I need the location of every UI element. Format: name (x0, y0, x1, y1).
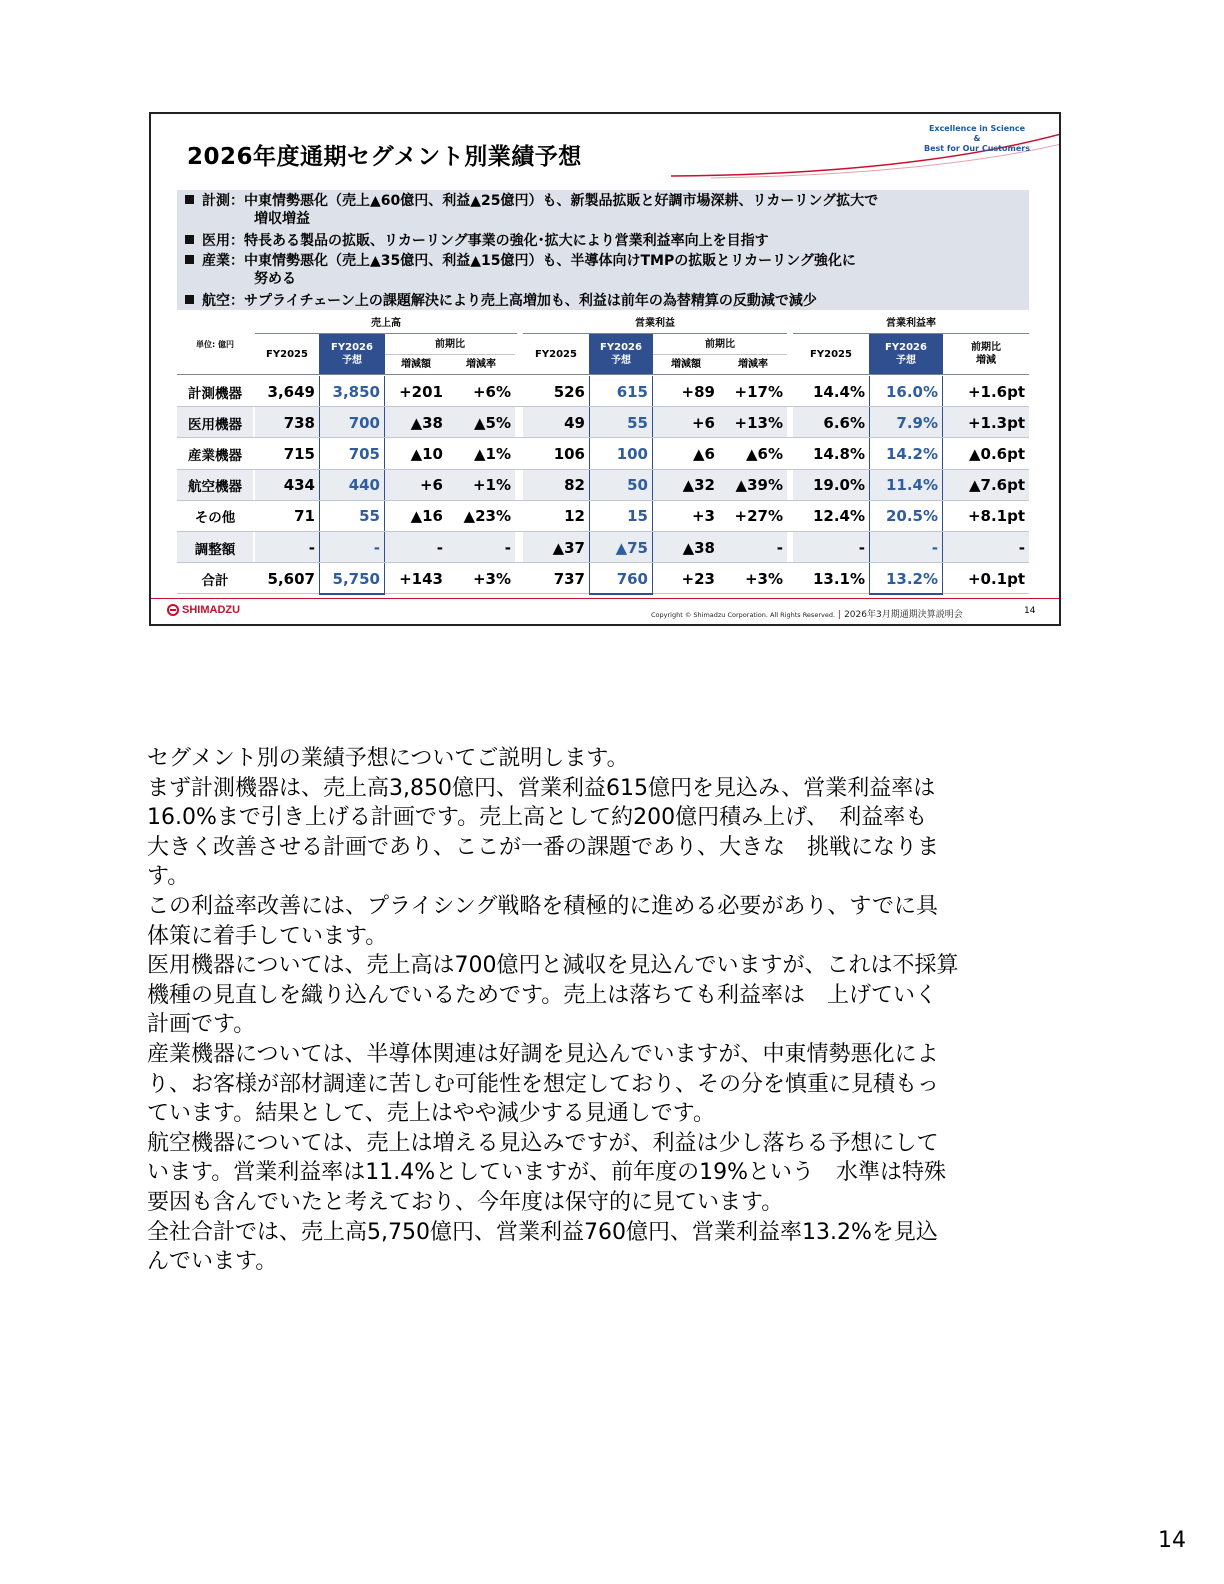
slide-title: 2026年度通期セグメント別業績予想 (187, 144, 582, 170)
slide-number: 14 (1024, 606, 1036, 616)
shimadzu-logo-icon (167, 604, 179, 616)
sales-cell: 738 (255, 407, 319, 438)
bullet-text-cont: 増収増益 (254, 211, 310, 227)
margin-cell: 20.5% (869, 501, 943, 532)
profit-cell: ▲6 (693, 444, 715, 463)
notes-line: 機種の見直しを織り込んでいるためです。売上は落ちても利益率は 上げていく (147, 982, 938, 1008)
forecast-column-bottom (319, 593, 385, 595)
forecast-label: 予想 (611, 355, 631, 366)
margin-cell: 14.8% (812, 444, 865, 463)
sales-cell: 3,649 (267, 382, 315, 401)
bullet-koukuu (185, 292, 817, 310)
notes-line: 全社合計では、売上高5,750億円、営業利益760億円、営業利益率13.2%を見込 (147, 1219, 938, 1245)
notes-line: まず計測機器は、売上高3,850億円、営業利益615億円を見込み、営業利益率は (147, 775, 936, 801)
forecast-label: 予想 (896, 355, 916, 366)
row-label: 合計 (201, 572, 229, 589)
copyright-text: Copyright © Shimadzu Corporation. All Rights Reserved. (651, 611, 836, 619)
margin-fy2026-header (869, 334, 943, 374)
table-rule (177, 374, 1029, 375)
profit-cell: 106 (553, 444, 585, 463)
forecast-label: 予想 (342, 355, 362, 366)
yoy-label: 前期比 (971, 342, 1001, 353)
logo-text: SHIMADZU (182, 604, 241, 616)
sales-cell: - (447, 532, 515, 563)
margin-cell: 12.4% (812, 507, 865, 526)
profit-cell: +89 (681, 382, 715, 401)
sales-cell: +201 (399, 382, 443, 401)
notes-line: す。 (147, 864, 190, 890)
notes-line: ています。結果として、売上はやや減少する見通しです。 (147, 1101, 716, 1127)
bullet-square-icon (185, 295, 194, 304)
notes-line: り、お客様が部材調達に苦しむ可能性を想定しており、その分を慎重に見積もっ (147, 1071, 940, 1097)
margin-yoy-header (943, 334, 1029, 374)
sales-cell: +3% (472, 569, 511, 588)
sales-yoy-header: 前期比 (435, 338, 465, 350)
sales-cell: ▲5% (447, 407, 515, 438)
group-header-profit: 営業利益 (635, 317, 675, 329)
profit-cell: ▲39% (719, 470, 787, 501)
footer-copyright (651, 607, 963, 620)
sales-fy2025-header: FY2025 (266, 348, 308, 360)
sales-cell: 5,607 (267, 569, 315, 588)
margin-cell: 11.4% (869, 470, 943, 501)
profit-cell: 15 (589, 501, 653, 532)
bullet-label: 産業： (202, 253, 244, 269)
profit-cell: 737 (553, 569, 585, 588)
sales-change-amount-header: 増減額 (401, 358, 431, 370)
profit-cell: +13% (719, 407, 787, 438)
row-label: 計測機器 (188, 385, 242, 402)
sales-cell: 440 (319, 470, 385, 501)
margin-cell: +1.3pt (943, 407, 1029, 438)
bullet-text-cont: 努める (254, 271, 296, 287)
notes-line: います。営業利益率は11.4%としていますが、前年度の19%という 水準は特殊 (147, 1160, 947, 1186)
sales-change-rate-header: 増減率 (466, 358, 496, 370)
margin-cell: 7.9% (869, 407, 943, 438)
row-label: 航空機器 (177, 470, 253, 501)
profit-cell: ▲75 (589, 532, 653, 563)
profit-cell: +6 (653, 407, 719, 438)
sales-cell: 3,850 (319, 376, 385, 407)
row-label: 調整額 (177, 532, 253, 563)
row-label: 産業機器 (188, 447, 242, 464)
sales-cell: - (255, 532, 319, 563)
margin-cell: 19.0% (793, 470, 869, 501)
notes-line: 体策に着手しています。 (147, 923, 388, 949)
notes-line: 計画です。 (147, 1012, 256, 1038)
margin-fy2025-header: FY2025 (810, 348, 852, 360)
row-label: 医用機器 (177, 407, 253, 438)
margin-cell: - (793, 532, 869, 563)
sales-cell: +143 (399, 569, 443, 588)
sales-cell: 5,750 (319, 563, 385, 594)
profit-yoy-header: 前期比 (705, 338, 735, 350)
profit-cell: +27% (734, 507, 783, 526)
profit-cell: 615 (589, 376, 653, 407)
bullet-label: 航空： (202, 293, 244, 309)
profit-cell: 12 (564, 507, 585, 526)
notes-line: この利益率改善には、プライシング戦略を積極的に進める必要があり、すでに具 (147, 893, 939, 919)
profit-fy2026-header (589, 334, 653, 374)
bullet-keisoku (185, 192, 878, 228)
bullet-label: 医用： (202, 233, 244, 249)
tagline-line: Excellence in Science (928, 124, 1026, 133)
sales-cell: 434 (255, 470, 319, 501)
bullet-square-icon (185, 195, 194, 204)
sales-cell: - (385, 532, 447, 563)
notes-line: 要因も含んでいたと考えており、今年度は保守的に見ています。 (147, 1189, 784, 1215)
bullet-square-icon (185, 255, 194, 264)
tagline (917, 124, 1037, 154)
change-label: 増減 (976, 355, 996, 366)
margin-cell: - (869, 532, 943, 563)
slide (149, 112, 1061, 626)
profit-cell: 526 (553, 382, 585, 401)
margin-cell: 16.0% (869, 376, 943, 407)
shimadzu-logo (167, 604, 240, 616)
sales-cell: +6 (385, 470, 447, 501)
sales-cell: ▲38 (385, 407, 447, 438)
sales-fy2026-header (319, 334, 385, 374)
group-header-sales: 売上高 (371, 317, 401, 329)
profit-cell: +3% (744, 569, 783, 588)
profit-cell: +23 (681, 569, 715, 588)
sales-cell: - (319, 532, 385, 563)
margin-cell: +1.6pt (967, 382, 1025, 401)
margin-cell: +8.1pt (967, 507, 1025, 526)
bullet-label: 計測： (202, 193, 244, 209)
fy2026-label: FY2026 (885, 342, 927, 353)
event-name: 2026年3月期通期決算説明会 (844, 610, 963, 620)
footer-divider: | (838, 610, 842, 620)
notes-line: セグメント別の業績予想についてご説明します。 (147, 746, 629, 771)
bullet-square-icon (185, 235, 194, 244)
profit-change-amount-header: 増減額 (671, 358, 701, 370)
profit-cell: 50 (589, 470, 653, 501)
sales-cell: 55 (319, 501, 385, 532)
notes-line: 16.0%まで引き上げる計画です。売上高として約200億円積み上げ、 利益率も (147, 805, 928, 831)
bullet-text: 特長ある製品の拡販、リカーリング事業の強化･拡大により営業利益率向上を目指す (244, 233, 769, 249)
unit-label: 単位: 億円 (196, 339, 234, 349)
bullet-iyou (185, 232, 769, 250)
sales-cell: +6% (472, 382, 511, 401)
notes-line: 航空機器については、売上は増える見込みですが、利益は少し落ちる予想にして (147, 1130, 939, 1156)
fy2026-label: FY2026 (600, 342, 642, 353)
profit-cell: 760 (589, 563, 653, 594)
profit-cell: +3 (691, 507, 715, 526)
sales-cell: 700 (319, 407, 385, 438)
tagline-line: & (973, 134, 981, 143)
profit-cell: 82 (523, 470, 589, 501)
margin-cell: 6.6% (793, 407, 869, 438)
sales-cell: 705 (319, 438, 385, 469)
speaker-notes (147, 744, 1077, 1277)
margin-cell: +0.1pt (967, 569, 1025, 588)
profit-cell: ▲32 (653, 470, 719, 501)
row-label: その他 (194, 510, 236, 527)
sales-cell: ▲23% (463, 507, 511, 526)
margin-cell: ▲7.6pt (943, 470, 1029, 501)
profit-cell: ▲37 (523, 532, 589, 563)
profit-cell: 100 (589, 438, 653, 469)
sales-cell: 715 (283, 444, 315, 463)
margin-cell: 13.2% (869, 563, 943, 594)
profit-fy2025-header: FY2025 (535, 348, 577, 360)
sales-cell: ▲10 (410, 444, 443, 463)
profit-cell: ▲38 (653, 532, 719, 563)
profit-cell: 55 (589, 407, 653, 438)
profit-cell: 49 (523, 407, 589, 438)
sales-cell: 71 (294, 507, 315, 526)
margin-cell: - (943, 532, 1029, 563)
tagline-line: Best for Our Customers (924, 144, 1030, 153)
profit-cell: ▲6% (745, 444, 783, 463)
summary-bullets (177, 190, 1029, 310)
bullet-text: 中東情勢悪化（売上▲35億円、利益▲15億円）も、半導体向けTMPの拡販とリカーリング強化に (244, 253, 856, 269)
notes-line: んでいます。 (147, 1249, 278, 1275)
forecast-column-bottom (869, 593, 943, 595)
bullet-text: サプライチェーン上の課題解決により売上高増加も、利益は前年の為替精算の反動減で減少 (244, 293, 817, 309)
notes-line: 医用機器については、売上高は700億円と減収を見込んでいますが、これは不採算 (147, 953, 959, 979)
bullet-text: 中東情勢悪化（売上▲60億円、利益▲25億円）も、新製品拡販と好調市場深耕、リカーリング拡大で (244, 193, 879, 209)
profit-cell: +17% (734, 382, 783, 401)
margin-cell: 13.1% (812, 569, 865, 588)
bullet-sangyou (185, 252, 856, 288)
margin-cell: 14.4% (812, 382, 865, 401)
margin-cell: ▲0.6pt (968, 444, 1025, 463)
profit-change-rate-header: 増減率 (738, 358, 768, 370)
footer-line (151, 598, 1061, 599)
notes-line: 産業機器については、半導体関連は好調を見込んでいますが、中東情勢悪化によ (147, 1041, 939, 1067)
margin-cell: 14.2% (869, 438, 943, 469)
profit-cell: - (719, 532, 787, 563)
forecast-column-bottom (589, 593, 653, 595)
fy2026-label: FY2026 (331, 342, 373, 353)
sales-cell: ▲16 (410, 507, 443, 526)
notes-line: 大きく改善させる計画であり、ここが一番の課題であり、大きな 挑戦になりま (147, 834, 940, 860)
group-header-margin: 営業利益率 (886, 317, 936, 329)
sales-cell: ▲1% (473, 444, 511, 463)
page-number: 14 (1158, 1528, 1186, 1553)
sales-cell: +1% (447, 470, 515, 501)
